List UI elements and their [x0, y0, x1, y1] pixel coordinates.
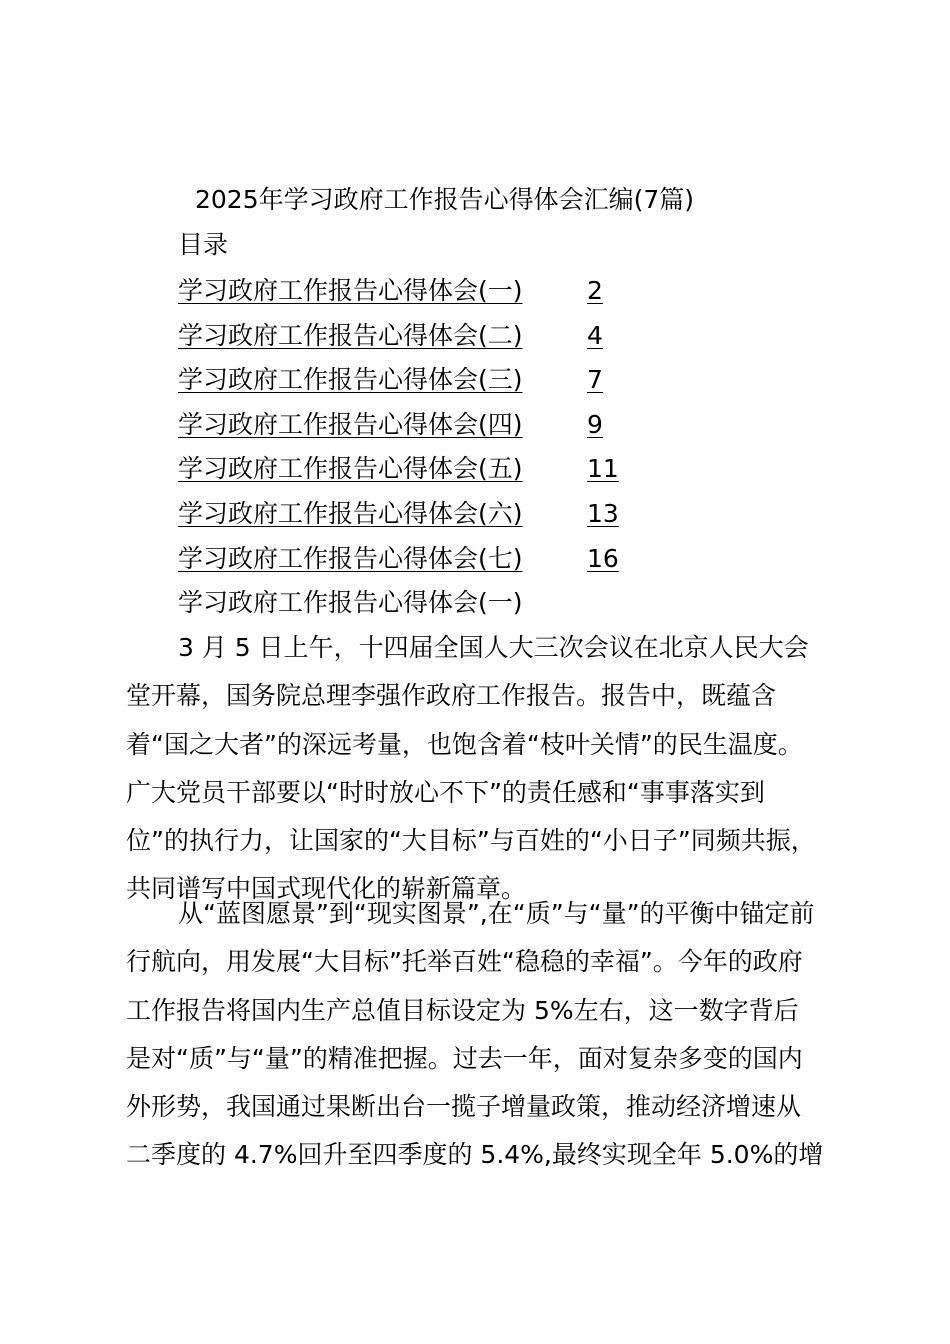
body-paragraph-2: [126, 890, 836, 1180]
toc-entry-3[interactable]: [178, 360, 638, 405]
toc-entry-label: 学习政府工作报告心得体会(二): [178, 320, 523, 350]
paragraph-line: 广大党员干部要以“时时放心不下”的责任感和“事事落实到: [126, 777, 765, 807]
paragraph-line: 位”的执行力，让国家的“大目标”与百姓的“小日子”同频共振，: [126, 826, 816, 856]
body-paragraph-1: [126, 624, 836, 914]
toc-entry-page-number: 11: [587, 454, 619, 484]
toc-entry-6[interactable]: [178, 494, 638, 539]
toc-entry-1[interactable]: [178, 271, 638, 316]
toc-entry-label: 学习政府工作报告心得体会(三): [178, 365, 523, 395]
toc-heading: 目录: [178, 230, 229, 259]
toc-entry-7[interactable]: [178, 539, 638, 584]
toc-entry-2[interactable]: [178, 316, 638, 361]
paragraph-line: 堂开幕，国务院总理李强作政府工作报告。报告中，既蕴含: [126, 681, 777, 711]
paragraph-line: 工作报告将国内生产总值目标设定为 5%左右，这一数字背后: [126, 995, 799, 1025]
paragraph-line: 着“国之大者”的深远考量，也饱含着“枝叶关情”的民生温度。: [126, 729, 803, 759]
toc-entry-page-number: 9: [587, 409, 603, 439]
toc-entry-label: 学习政府工作报告心得体会(四): [178, 409, 523, 439]
toc-entry-label: 学习政府工作报告心得体会(六): [178, 498, 523, 528]
toc-entry-4[interactable]: [178, 405, 638, 450]
paragraph-line: 3 月 5 日上午，十四届全国人大三次会议在北京人民大会: [178, 633, 809, 662]
toc-entry-label: 学习政府工作报告心得体会(一): [178, 276, 523, 305]
paragraph-line: 二季度的 4.7%回升至四季度的 5.4%,最终实现全年 5.0%的增: [126, 1140, 824, 1170]
toc-entry-5[interactable]: [178, 449, 638, 494]
table-of-contents: [178, 271, 638, 583]
toc-entry-page-number: 16: [587, 543, 619, 573]
section-heading: 学习政府工作报告心得体会(一): [178, 588, 523, 617]
toc-entry-label: 学习政府工作报告心得体会(五): [178, 454, 523, 484]
toc-entry-label: 学习政府工作报告心得体会(七): [178, 543, 523, 573]
toc-entry-page-number: 7: [587, 365, 603, 395]
toc-entry-page-number: 2: [587, 276, 603, 305]
paragraph-line: 行航向，用发展“大目标”托举百姓“稳稳的幸福”。今年的政府: [126, 947, 803, 977]
paragraph-line: 是对“质”与“量”的精准把握。过去一年，面对复杂多变的国内: [126, 1043, 803, 1073]
toc-entry-page-number: 4: [587, 320, 603, 350]
paragraph-line: 共同谱写中国式现代化的崭新篇章。: [126, 874, 527, 904]
paragraph-line: 从“蓝图愿景”到“现实图景”,在“质”与“量”的平衡中锚定前: [178, 899, 815, 928]
toc-entry-page-number: 13: [587, 498, 619, 528]
paragraph-line: 外形势，我国通过果断出台一揽子增量政策，推动经济增速从: [126, 1092, 802, 1122]
document-title: 2025年学习政府工作报告心得体会汇编(7篇): [195, 185, 695, 214]
